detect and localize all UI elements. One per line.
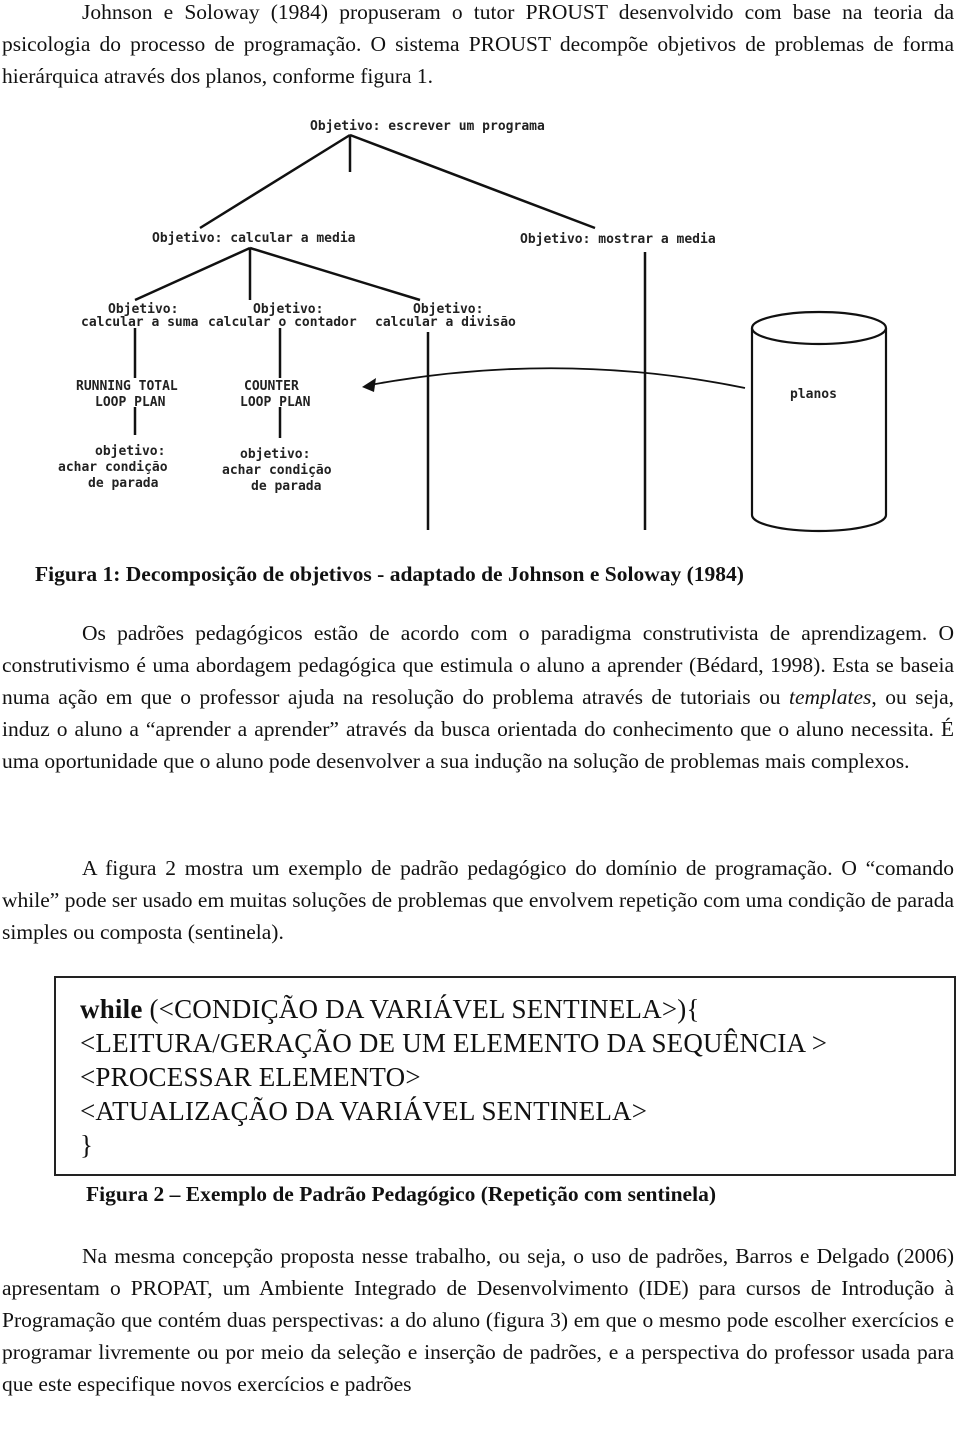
intro-line-3: objetivos de problemas de forma hierárquica através dos planos, conforme figura 1.: [2, 32, 955, 88]
edge-root-mostrar: [350, 135, 595, 228]
code-line-4: <ATUALIZAÇÃO DA VARIÁVEL SENTINELA>: [80, 1096, 648, 1126]
while-condition: (<CONDIÇÃO DA VARIÁVEL SENTINELA>){: [142, 994, 700, 1024]
goal-calcular-media: Objetivo: calcular a media: [152, 231, 356, 246]
figure-1-caption: Figura 1: Decomposição de objetivos - adaptado de Johnson e Soloway (1984): [35, 562, 744, 586]
cylinder-label: planos: [790, 387, 837, 402]
subgoal-3-label: Objetivo:: [413, 302, 484, 317]
subgoal-2-text: calcular o contador: [208, 315, 357, 330]
stop-goal-1-line-3: de parada: [88, 476, 159, 491]
code-line-3: <PROCESSAR ELEMENTO>: [80, 1062, 421, 1092]
root-goal-label: Objetivo: escrever um programa: [310, 119, 545, 134]
plan-1-line-1: RUNNING TOTAL: [76, 379, 178, 394]
paragraph-4-text: Na mesma concepção proposta nesse trabalho, ou seja, o uso de padrões, Barros e Delgado (2006) apresentam o PROPAT, um Ambiente Integrado de Desenvolvimento (IDE) para cursos de Introdução à Programação que contém duas perspectivas: a do aluno (figura 3) em que o mesmo pode escolher exercícios e programar livremente ou por meio da seleção e inserção de padrões, e a perspectiva do professor usada para que este especifique novos exercícios e padrões: [2, 1244, 954, 1396]
subgoal-1-text: calcular a suma: [81, 315, 199, 330]
while-pattern-box: [54, 976, 956, 1176]
stop-goal-1-line-2: achar condição: [58, 460, 168, 475]
paragraph-2: [2, 617, 954, 777]
intro-paragraph: [2, 0, 954, 92]
code-line-1: [80, 994, 700, 1025]
goal-mostrar-media: Objetivo: mostrar a media: [520, 232, 716, 247]
edge-root-calcular: [200, 135, 350, 228]
paragraph-2-text: Os padrões pedagógicos estão de acordo com o paradigma construtivista de aprendizagem. O construtivismo é uma abordagem pedagógica que estimula o aluno a aprender (Bédard, 1998). Esta se baseia numa ação em que o professor ajuda na resolução do problema através de tutoriais ou: [2, 621, 954, 709]
goal-decomposition-diagram: [40, 110, 920, 535]
arrow-planos: [370, 368, 745, 388]
planos-cylinder: [752, 312, 886, 531]
code-line-2: <LEITURA/GERAÇÃO DE UM ELEMENTO DA SEQUÊNCIA >: [80, 1028, 828, 1058]
arrow-head: [362, 378, 376, 392]
while-keyword: while: [80, 994, 143, 1024]
stop-goal-1-line-1: objetivo:: [95, 444, 166, 459]
stop-goal-2-line-3: de parada: [251, 479, 322, 494]
edge-calc-divisao: [250, 248, 420, 300]
edge-calc-soma: [135, 248, 250, 300]
paragraph-4: [2, 1240, 954, 1400]
subgoal-1-label: Objetivo:: [108, 302, 179, 317]
plan-2-line-1: COUNTER: [244, 379, 299, 394]
intro-line-1: Johnson e Soloway (1984) propuseram o tutor PROUST desenvolvido com base: [82, 0, 831, 24]
code-line-5: }: [80, 1130, 94, 1160]
subgoal-3-text: calcular a divisão: [375, 315, 516, 330]
templates-term: templates: [789, 685, 872, 709]
paragraph-2-rest: , ou seja, induz o aluno a “aprender a aprender” através da busca orientada do conhecimento que o aluno necessita. É uma oportunidade que o aluno pode desenvolver a sua indução na solução de problemas mais complexos.: [2, 685, 954, 773]
plan-2-line-2: LOOP PLAN: [240, 395, 311, 410]
figure-2-caption: Figura 2 – Exemplo de Padrão Pedagógico (Repetição com sentinela): [86, 1182, 716, 1206]
paragraph-3: [2, 852, 954, 948]
paragraph-3-text: A figura 2 mostra um exemplo de padrão pedagógico do domínio de programação. O “comando while” pode ser usado em muitas soluções de problemas que envolvem repetição com uma condição de parada simples ou composta (sentinela).: [2, 856, 954, 944]
stop-goal-2-line-1: objetivo:: [240, 447, 311, 462]
intro-line-2: na teoria da psicologia do processo de programação. O sistema PROUST decompõe: [2, 0, 955, 56]
plan-1-line-2: LOOP PLAN: [95, 395, 166, 410]
subgoal-2-label: Objetivo:: [253, 302, 324, 317]
stop-goal-2-line-2: achar condição: [222, 463, 332, 478]
